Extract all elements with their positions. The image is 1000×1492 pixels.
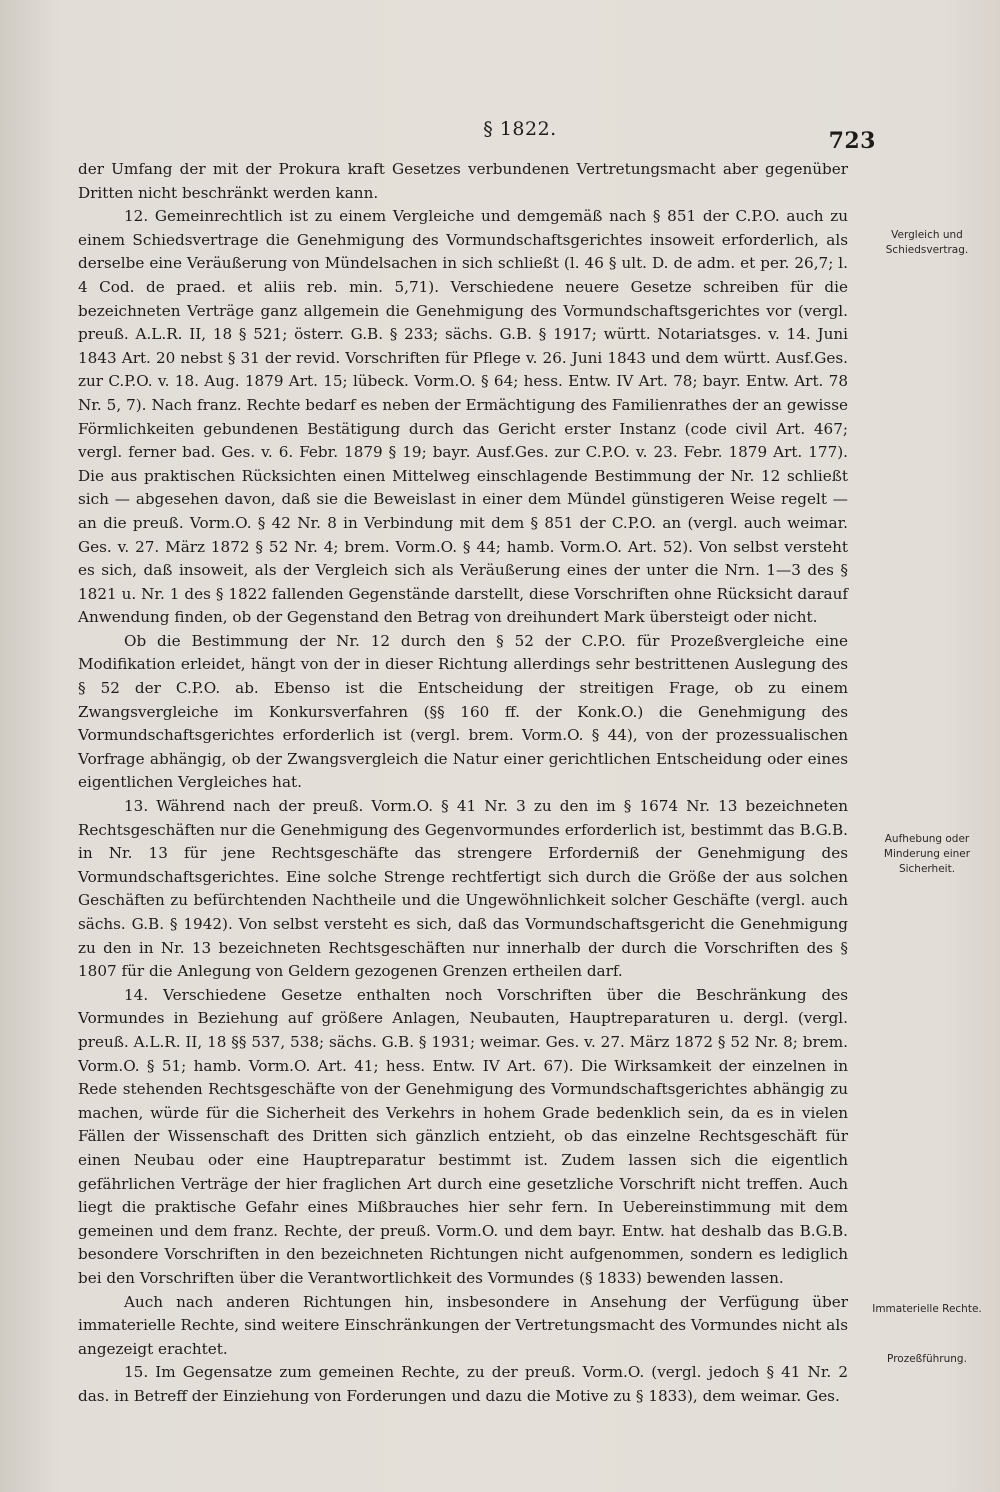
paragraph-14: 14. Verschiedene Gesetze enthalten noch Vorschriften über die Beschränkung des Vormundes in Beziehung auf größere Anlagen, Neubauten, Hauptreparaturen u. dergl. (vergl. preuß. A.L.R. II, 18 §§ 537, 538; sächs. G.B. § 1931; weimar. Ges. v. 27. März 1872 § 52 Nr. 8; brem. Vorm.O. § 51; hamb. Vorm.O. Art. 41; hess. Entw. IV Art. 67). Die Wirksamkeit der einzelnen in Rede stehenden Rechtsgeschäfte von der Genehmigung des Vormundschaftsgerichtes abhängig zu machen, würde für die Sicherheit des Verkehrs in hohem Grade bedenklich sein, da es in vielen Fällen der Wissenschaft des Dritten sich gänzlich entzieht, ob das einzelne Rechtsgeschäft für einen Neubau oder eine Hauptreparatur bestimmt ist. Zudem lassen sich die eigentlich gefährlichen Verträge der hier fraglichen Art durch eine gesetzliche Vorschrift nicht treffen. Auch liegt die praktische Gefahr eines Mißbrauches hier sehr fern. In Uebereinstimmung mit dem gemeinen und dem franz. Rechte, der preuß. Vorm.O. und dem bayr. Entw. hat deshalb das B.G.B. besondere Vorschriften in den bezeichneten Richtungen nicht aufgenommen, sondern es lediglich bei den Vorschriften über die Verantwortlichkeit des Vormundes (§ 1833) bewenden lassen. bbox=[78, 985, 848, 1287]
paragraph-12: 12. Gemeinrechtlich ist zu einem Vergleiche und demgemäß nach § 851 der C.P.O. auch zu einem Schiedsvertrage die Genehmigung des Vormundschaftsgerichtes insoweit erforderlich, als derselbe eine Veräußerung von Mündelsachen in sich schließt (l. 46 § ult. D. de adm. et per. 26,7; l. 4 Cod. de praed. et aliis reb. min. 5,71). Verschiedene neuere Gesetze schreiben für die bezeichneten Verträge ganz allgemein die Genehmigung des Vormundschaftsgerichtes vor (vergl. preuß. A.L.R. II, 18 § 521; österr. G.B. § 233; sächs. G.B. § 1917; württ. Notariatsges. v. 14. Juni 1843 Art. 20 nebst § 31 der revid. Vorschriften für Pflege v. 26. Juni 1843 und dem württ. Ausf.Ges. zur C.P.O. v. 18. Aug. 1879 Art. 15; lübeck. Vorm.O. § 64; hess. Entw. IV Art. 78; bayr. Entw. Art. 78 Nr. 5, 7). Nach franz. Rechte bedarf es neben der Ermächtigung des Familienrathes der an gewisse Förmlichkeiten gebundenen Bestätigung durch das Gericht erster Instanz (code civil Art. 467; vergl. ferner bad. Ges. v. 6. Febr. 1879 § 19; bayr. Ausf.Ges. zur C.P.O. v. 23. Febr. 1879 Art. 177). Die aus praktischen Rücksichten einen Mittelweg einschlagende Bestimmung der Nr. 12 schließt sich — abgesehen davon, daß sie die Beweislast in einer dem Mündel günstigeren Weise regelt — an die preuß. Vorm.O. § 42 Nr. 8 in Verbindung mit dem § 851 der C.P.O. an (vergl. auch weimar. Ges. v. 27. März 1872 § 52 Nr. 4; brem. Vorm.O. § 44; hamb. Vorm.O. Art. 52). Von selbst versteht es sich, daß insoweit, als der Vergleich sich als Veräußerung eines der unter die Nrn. 1—3 des § 1821 u. Nr. 1 des § 1822 fallenden Gegenstände darstellt, diese Vorschriften ohne Rücksicht darauf Anwendung finden, ob der Gegenstand den Betrag von dreihundert Mark übersteigt oder nicht. bbox=[78, 207, 848, 627]
margin-note-settlement: Vergleich und Schiedsvertrag. bbox=[885, 229, 969, 256]
page-header bbox=[80, 112, 960, 162]
paragraph-15: 15. Im Gegensatze zum gemeinen Rechte, zu der preuß. Vorm.O. (vergl. jedoch § 41 Nr. 2 das. in Betreff der Einziehung von Forderungen und dazu die Motive zu § 1833), dem weimar. Ges. bbox=[78, 1363, 848, 1405]
margin-note-security: Aufhebung oder Minderung einer Sicherheit. bbox=[883, 833, 971, 875]
margin-note-litigation: Prozeßführung. bbox=[887, 1353, 967, 1365]
paragraph-12-modification: Ob die Bestimmung der Nr. 12 durch den § 52 der C.P.O. für Prozeßvergleiche eine Modifikation erleidet, hängt von der in dieser Richtung allerdings sehr bestrittenen Auslegung des § 52 der C.P.O. ab. Ebenso ist die Entscheidung der streitigen Frage, ob zu einem Zwangsvergleiche im Konkursverfahren (§§ 160 ff. der Konk.O.) die Genehmigung des Vormundschaftsgerichtes erforderlich ist (vergl. brem. Vorm.O. § 44), von der prozessualischen Vorfrage abhängig, ob der Zwangsvergleich die Natur einer gerichtlichen Entscheidung oder eines eigentlichen Vergleiches hat. bbox=[78, 631, 848, 792]
section-reference: § 1822. bbox=[483, 118, 557, 140]
body-text bbox=[78, 158, 848, 1408]
margin-note-immaterial-rights: Immaterielle Rechte. bbox=[872, 1303, 982, 1315]
paragraph-immaterial-rights: Auch nach anderen Richtungen hin, insbesondere in Ansehung der Verfügung über immaterielle Rechte, sind weitere Einschränkungen der Vertretungsmacht des Vormundes nicht als angezeigt erachtet. bbox=[78, 1292, 848, 1358]
paragraph-continuation: der Umfang der mit der Prokura kraft Gesetzes verbundenen Vertretungsmacht aber gegenüber Dritten nicht beschränkt werden kann. bbox=[78, 160, 848, 202]
paragraph-13: 13. Während nach der preuß. Vorm.O. § 41 Nr. 3 zu den im § 1674 Nr. 13 bezeichneten Rechtsgeschäften nur die Genehmigung des Gegenvormundes erforderlich ist, bestimmt das B.G.B. in Nr. 13 für jene Rechtsgeschäfte das strengere Erforderniß der Genehmigung des Vormundschaftsgerichtes. Eine solche Strenge rechtfertigt sich durch die Größe der aus solchen Geschäften zu befürchtenden Nachtheile und die Ungewöhnlichkeit solcher Geschäfte (vergl. auch sächs. G.B. § 1942). Von selbst versteht es sich, daß das Vormundschaftsgericht die Genehmigung zu den in Nr. 13 bezeichneten Rechtsgeschäften nur innerhalb der durch die Vorschriften des § 1807 für die Anlegung von Geldern gezogenen Grenzen ertheilen darf. bbox=[78, 797, 848, 981]
page-number: 723 bbox=[828, 128, 876, 154]
